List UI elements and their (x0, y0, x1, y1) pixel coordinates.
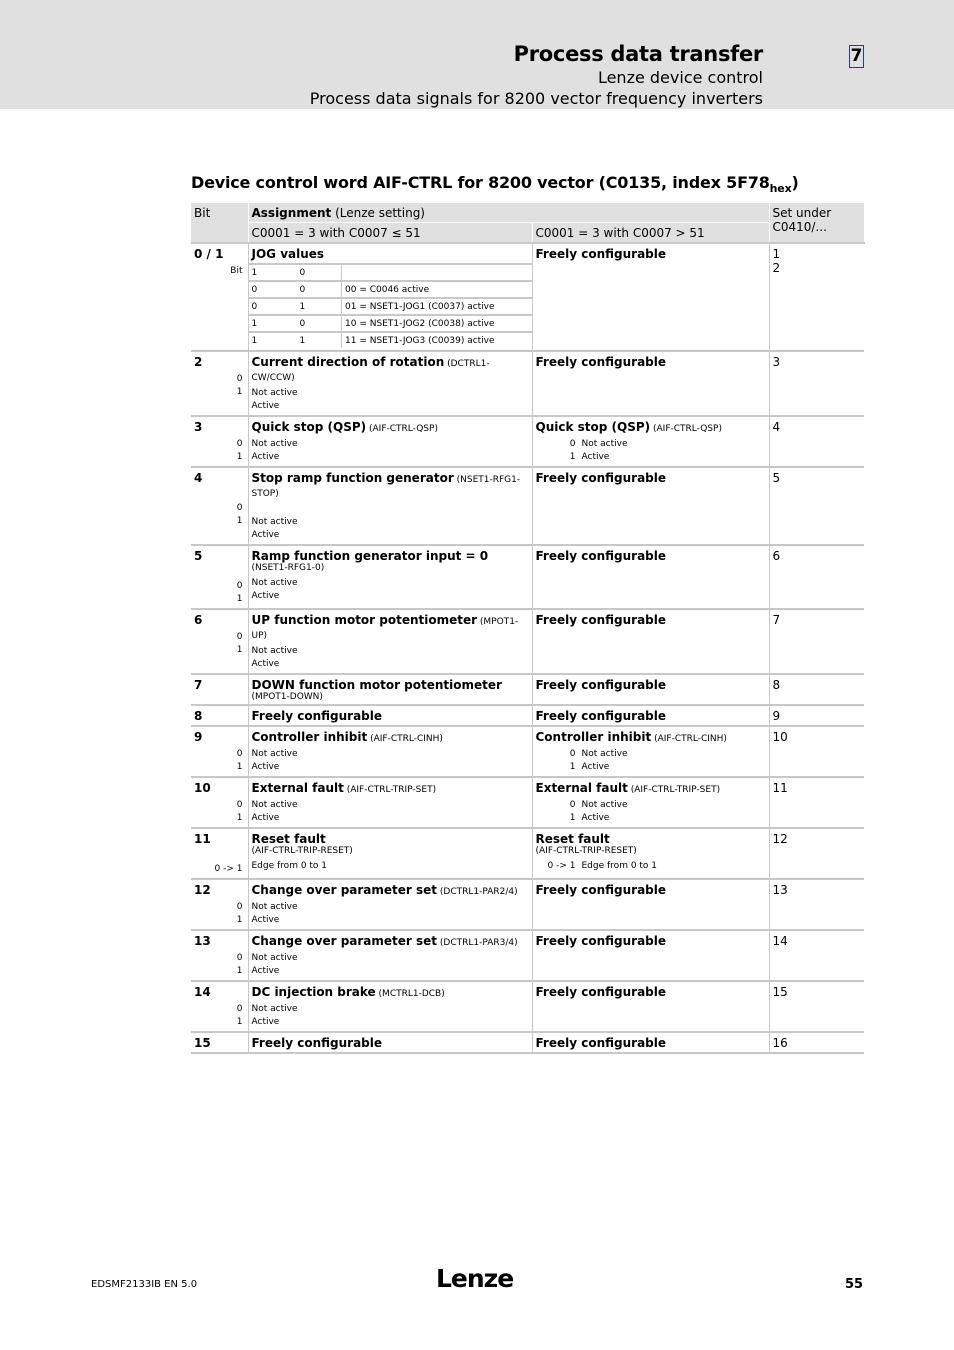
value-text: Not active (251, 388, 298, 398)
signal-title: Stop ramp function generator (251, 471, 454, 485)
bit-number: 3 (194, 420, 203, 434)
col-header-set-under: Set under C0410/... (769, 203, 864, 243)
value-pairs (536, 799, 766, 825)
set-under-value: 15 (772, 985, 788, 999)
jog-head-a: 1 (249, 264, 297, 281)
jog-cell: 00 = C0046 active (342, 281, 532, 298)
signal-title: Quick stop (QSP) (535, 420, 651, 434)
value-texts (252, 748, 529, 774)
jog-row (249, 332, 532, 348)
page-subtitle-2: Process data signals for 8200 vector frequency inverters (309, 89, 763, 108)
value-key: 0 (236, 800, 243, 810)
page-number: 55 (845, 1277, 864, 1292)
bit-number: 15 (194, 1036, 211, 1050)
value-text: Not active (581, 800, 628, 810)
value-keys (194, 373, 245, 399)
table-row (191, 416, 864, 467)
table-row (191, 705, 864, 726)
signal-name: (AIF-CTRL-CINH) (367, 734, 443, 744)
value-key: 0 -> 1 (547, 861, 576, 871)
value-text: Not active (251, 800, 298, 810)
set-under-value: 13 (772, 883, 788, 897)
value-key: 1 (236, 645, 243, 655)
signal-title: UP function motor potentiometer (251, 613, 478, 627)
signal-title: Quick stop (QSP) (251, 420, 367, 434)
value-text: Not active (251, 749, 298, 759)
value-texts (252, 799, 529, 825)
set-under-value: 1 (772, 247, 781, 261)
value-key: 0 (236, 749, 243, 759)
table-row (191, 726, 864, 777)
signal-title: Freely configurable (251, 709, 383, 723)
value-texts (252, 438, 529, 464)
signal-name: (AIF-CTRL-TRIP-SET) (343, 785, 437, 795)
value-key: 1 (569, 762, 576, 772)
value-text: Not active (251, 646, 298, 656)
value-texts (252, 901, 529, 927)
signal-name: (AIF-CTRL-CINH) (651, 734, 727, 744)
col-header-cond2: C0001 = 3 with C0007 > 51 (532, 223, 769, 244)
value-key: 1 (236, 594, 243, 604)
document-id: EDSMF2133IB EN 5.0 (91, 1279, 198, 1290)
signal-title: Change over parameter set (251, 883, 438, 897)
jog-bit-label: Bit (230, 266, 243, 276)
signal-name: (AIF-CTRL-TRIP-RESET) (535, 846, 637, 856)
value-text: Active (581, 452, 610, 462)
section-title: Device control word AIF-CTRL for 8200 vector (C0135, index $5F78_{hex}$) (191, 173, 799, 196)
set-under-value: 14 (772, 934, 788, 948)
signal-name: (AIF-CTRL-TRIP-SET) (627, 785, 721, 795)
bit-number: 11 (194, 832, 211, 846)
value-keys (194, 850, 245, 876)
table-row (191, 777, 864, 828)
signal-title: Freely configurable (535, 985, 667, 999)
value-texts (252, 1003, 529, 1029)
chapter-link[interactable]: 7 (850, 46, 863, 66)
signal-name: (MCTRL1-DCB) (375, 989, 445, 999)
signal-name: (NSET1-RFG1-STOP) (251, 475, 521, 499)
signal-name: (MPOT1-UP) (251, 617, 519, 641)
jog-cell: 1 (249, 332, 297, 348)
page-title: Process data transfer (513, 42, 763, 66)
value-key: 1 (236, 387, 243, 397)
value-text: Edge from 0 to 1 (251, 861, 328, 871)
signal-title: Reset fault (251, 832, 326, 846)
value-key: 0 (236, 581, 243, 591)
signal-title: External fault (535, 781, 628, 795)
signal-title: Controller inhibit (251, 730, 368, 744)
bit-number: 14 (194, 985, 211, 999)
value-keys (194, 567, 245, 606)
set-under-value: 10 (772, 730, 788, 744)
value-key: 0 (236, 632, 243, 642)
jog-row (249, 315, 532, 332)
value-key: 1 (236, 966, 243, 976)
jog-cell: 1 (297, 298, 342, 315)
value-text: Active (251, 530, 280, 540)
value-text: Not active (581, 439, 628, 449)
value-pairs (536, 748, 766, 774)
value-text: Not active (581, 749, 628, 759)
value-text: Active (251, 915, 280, 925)
set-under-value: 3 (772, 355, 781, 369)
signal-title: Freely configurable (535, 471, 667, 485)
table-row (191, 467, 864, 545)
value-text: Not active (251, 439, 298, 449)
value-texts (252, 860, 529, 873)
value-text: Not active (251, 953, 298, 963)
page-subtitle: Lenze device control (597, 68, 763, 87)
signal-title: Freely configurable (535, 934, 667, 948)
lenze-logo: Lenze (436, 1264, 514, 1293)
value-keys (194, 631, 245, 657)
signal-title: Controller inhibit (535, 730, 652, 744)
bit-number: 2 (194, 355, 203, 369)
table-row (191, 930, 864, 981)
value-pairs (536, 860, 766, 873)
value-key: 1 (236, 762, 243, 772)
value-key: 1 (236, 813, 243, 823)
set-under-value: 7 (772, 613, 781, 627)
value-key: 0 (236, 439, 243, 449)
signal-title: Ramp function generator input = 0 (251, 549, 489, 563)
signal-title: Freely configurable (535, 613, 667, 627)
jog-cell: 0 (297, 281, 342, 298)
signal-title: Reset fault (535, 832, 610, 846)
value-key: 0 (236, 1004, 243, 1014)
value-key: 0 (236, 902, 243, 912)
signal-name: (AIF-CTRL-QSP) (650, 424, 722, 434)
value-text: Active (581, 762, 610, 772)
jog-right: Freely configurable (535, 247, 667, 261)
table-row (191, 351, 864, 416)
jog-cell: 10 = NSET1-JOG2 (C0038) active (342, 315, 532, 332)
signal-title: Freely configurable (535, 549, 667, 563)
signal-name: (DCTRL1-PAR3/4) (437, 938, 518, 948)
signal-title: Freely configurable (535, 883, 667, 897)
value-keys (194, 799, 245, 825)
bit-number: 10 (194, 781, 211, 795)
set-under-value: 5 (772, 471, 781, 485)
jog-cell: 0 (249, 281, 297, 298)
bit-number: 0 / 1 (194, 247, 224, 261)
set-under-value: 6 (772, 549, 781, 563)
value-key: 1 (236, 915, 243, 925)
value-key: 1 (236, 516, 243, 526)
value-key: 1 (569, 813, 576, 823)
signal-name: (AIF-CTRL-QSP) (366, 424, 438, 434)
set-under-value: 9 (772, 709, 781, 723)
jog-title: JOG values (251, 247, 325, 261)
value-key: 0 (236, 503, 243, 513)
value-texts (252, 952, 529, 978)
value-keys (194, 1003, 245, 1029)
signal-title: Freely configurable (535, 355, 667, 369)
value-key: 1 (569, 452, 576, 462)
value-keys (194, 748, 245, 774)
control-word-table (191, 203, 865, 1054)
jog-cell: 1 (249, 315, 297, 332)
signal-title: Freely configurable (535, 709, 667, 723)
value-text: Not active (251, 578, 298, 588)
set-under-value: 4 (772, 420, 781, 434)
value-text: Not active (251, 517, 298, 527)
value-key: 0 (569, 439, 576, 449)
jog-cell: 0 (249, 298, 297, 315)
signal-title: Freely configurable (535, 678, 667, 692)
value-key: 0 (236, 374, 243, 384)
signal-title: External fault (251, 781, 344, 795)
value-text: Active (251, 401, 280, 411)
signal-title: DOWN function motor potentiometer (251, 678, 502, 692)
signal-title: DC injection brake (251, 985, 376, 999)
value-text: Active (251, 591, 280, 601)
jog-head-b: 0 (297, 264, 342, 281)
value-text: Active (251, 659, 280, 669)
value-key: 0 (569, 800, 576, 810)
bit-number: 5 (194, 549, 203, 563)
signal-name: (DCTRL1-PAR2/4) (437, 887, 518, 897)
col-header-assignment: Assignment (Lenze setting) (248, 203, 769, 223)
value-keys (194, 438, 245, 464)
signal-title: Current direction of rotation (251, 355, 445, 369)
table-row (191, 674, 864, 705)
value-text: Not active (251, 902, 298, 912)
bit-number: 8 (194, 709, 203, 723)
set-under-value: 2 (772, 261, 781, 275)
table-row (191, 609, 864, 674)
table-row (191, 545, 864, 609)
value-texts (252, 645, 529, 671)
value-key: 0 (236, 953, 243, 963)
set-under-value: 8 (772, 678, 781, 692)
jog-row (249, 298, 532, 315)
signal-name: (AIF-CTRL-TRIP-RESET) (251, 846, 353, 856)
value-text: Active (251, 813, 280, 823)
value-key: 0 (569, 749, 576, 759)
value-text: Not active (251, 1004, 298, 1014)
value-text: Active (251, 966, 280, 976)
signal-title: Freely configurable (251, 1036, 383, 1050)
set-under-value: 16 (772, 1036, 788, 1050)
value-text: Active (251, 1017, 280, 1027)
bit-number: 13 (194, 934, 211, 948)
value-keys (194, 901, 245, 927)
value-text: Active (251, 762, 280, 772)
bit-number: 9 (194, 730, 203, 744)
bit-number: 6 (194, 613, 203, 627)
value-key: 1 (236, 452, 243, 462)
col-header-bit: Bit (191, 203, 248, 243)
signal-name: (DCTRL1-CW/CCW) (251, 359, 490, 383)
signal-name: (MPOT1-DOWN) (251, 692, 323, 702)
table-row (191, 1032, 864, 1053)
jog-row (249, 281, 532, 298)
value-texts (252, 387, 529, 413)
jog-cell: 11 = NSET1-JOG3 (C0039) active (342, 332, 532, 348)
col-header-cond1: C0001 = 3 with C0007 ≤ 51 (248, 223, 532, 244)
table-row-jog (191, 243, 864, 351)
set-under-value: 11 (772, 781, 788, 795)
value-keys (194, 952, 245, 978)
value-key: 0 -> 1 (214, 864, 243, 874)
value-pairs (536, 438, 766, 464)
jog-cell: 0 (297, 315, 342, 332)
bit-number: 12 (194, 883, 211, 897)
jog-cell: 1 (297, 332, 342, 348)
signal-title: Freely configurable (535, 1036, 667, 1050)
table-row (191, 828, 864, 879)
jog-cell: 01 = NSET1-JOG1 (C0037) active (342, 298, 532, 315)
value-texts (252, 503, 529, 542)
jog-table (249, 263, 532, 348)
signal-name: (NSET1-RFG1-0) (251, 563, 325, 573)
set-under-value: 12 (772, 832, 788, 846)
value-text: Active (251, 452, 280, 462)
value-texts (252, 577, 529, 603)
table-row (191, 981, 864, 1032)
bit-number: 7 (194, 678, 203, 692)
value-text: Edge from 0 to 1 (581, 861, 658, 871)
signal-title: Change over parameter set (251, 934, 438, 948)
value-text: Active (581, 813, 610, 823)
value-keys (194, 489, 245, 528)
table-row (191, 879, 864, 930)
value-key: 1 (236, 1017, 243, 1027)
bit-number: 4 (194, 471, 203, 485)
